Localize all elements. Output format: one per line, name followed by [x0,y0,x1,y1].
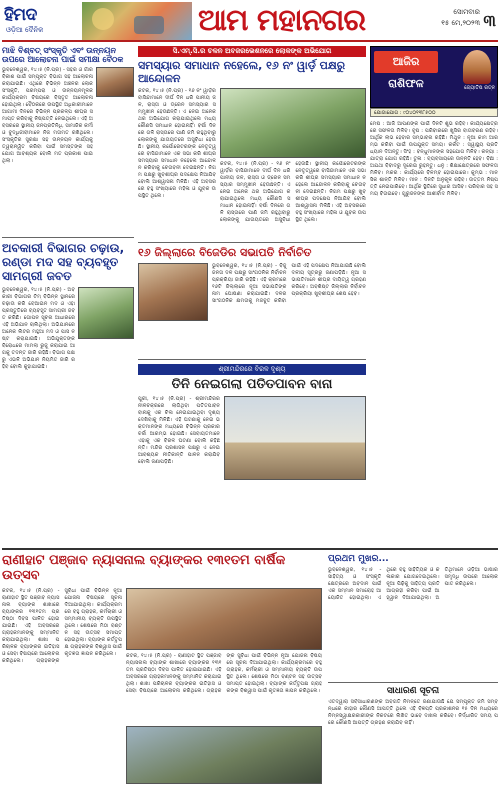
horoscope-body: ମେଷ : ଆଜି ଆପଣଙ୍କ ପାଇଁ ଦିନଟି ଶୁଭ ରହିବ। କାର୍ଯ୍ୟକ୍ଷେତ୍ରରେ ସଫଳତା ମିଳିବ। ବୃଷ : ପରିବାରରେ ଖୁସିର ବାତାବରଣ ରହିବ। ଆର୍ଥିକ ଲାଭ ହେବାର ସମ୍ଭାବନା ରହିଛି। ମିଥୁନ : ନୂଆ କାମ ଆରମ୍ଭ କରିବା ପାଇଁ ଉପଯୁକ୍ତ ସମୟ। କର୍କଟ : ସ୍ୱାସ୍ଥ୍ୟ ପ୍ରତି ଧ୍ୟାନ ଦିଅନ୍ତୁ। ସିଂହ : ବନ୍ଧୁମାନଙ୍କ ସହଯୋଗ ମିଳିବ। କନ୍ୟା : ଯାତ୍ରା ଯୋଗ ରହିଛି। ତୁଳା : ବ୍ୟବସାୟରେ ଉନ୍ନତି ହେବ। ବିଛା : ଅଯଥା ବିବାଦରୁ ଦୂରେଇ ରୁହନ୍ତୁ। ଧନୁ : ଶିକ୍ଷାକ୍ଷେତ୍ରରେ ସଫଳତା ମିଳିବ। ମକର : କାର୍ଯ୍ୟରେ ବିଳମ୍ବ ହୋଇପାରେ। କୁମ୍ଭ : ମାନସିକ ଶାନ୍ତି ମିଳିବ। ମୀନ : ଦିନଟି ଅନୁକୂଳ ରହିବ। ଉତ୍ତମ ନିଷ୍ପତ୍ତି ନେଇପାରିବେ। ଆର୍ଥିକ ସ୍ଥିତିରେ ସୁଧାର ଆସିବ। ପରିବାର ସହ ସମୟ ବିତାଇବେ। ଗୁରୁଜନଙ୍କ ଆଶୀର୍ବାଦ ମିଳିବ। [370,121,498,197]
divider [2,237,134,238]
issue-date-text: ୧୫ ମେ,୨୦୨୩ [441,19,480,27]
left-story1-photo [96,67,134,97]
masthead [2,2,498,42]
newspaper-logo: ହିମଦ [4,5,37,25]
astrologer-photo [463,50,491,84]
bottom-section [2,548,498,726]
left-story2-body: ଭୁବନେଶ୍ୱର, ୧୪।୫ (ନି.ପ୍ର) - ଅବକାରୀ ବିଭାଗର ଟିମ୍ ବିଭିନ୍ନ ସ୍ଥାନରେ ଚଢ଼ାଉ କରି ବେଆଇନ ମଦ ଓ ଏହା ପ୍ରସ୍ତୁତିରେ ବ୍ୟବହୃତ ସାମଗ୍ରୀ ଜବତ କରିଛି। ଗୋପନ ସୂଚନା ଆଧାରରେ ଏହି ଅଭିଯାନ ଚାଲିଥିଲା। ଅଭିଯାନରେ ଅନେକ ଲିଟର ମହୁଆ ମଦ ଓ ପାସ ନଷ୍ଟ କରାଯାଇଛି। ଅଭିଯୁକ୍ତଙ୍କ ବିରୋଧରେ ମାମଲା ରୁଜୁ କରାଯାଇ ଆଗକୁ ତଦନ୍ତ ଜାରି ରହିଛି। ବିଭାଗ ପକ୍ଷରୁ ଏଭଳି ଅଭିଯାନ ନିୟମିତ ଜାରି ରହିବ ବୋଲି କୁହାଯାଇଛି। [2,286,75,370]
horoscope-banner [370,46,498,108]
mid-story3-kicker: ଶ୍ରୀମନ୍ଦିରରେ ବିରଳ ଦୃଶ୍ୟ [138,364,366,375]
masthead-city-photo [82,2,192,40]
notice-headline: ସାଧାରଣ ସୂଚନା [386,686,440,697]
mid-story3-headline: ତିନି ନେଇଗଲା ପତିତପାବନ ବାନା [171,376,333,392]
left-story1-body: ଭୁବନେଶ୍ୱର, ୧୪।୫ (ନି.ପ୍ର) - ସହର ଓ ଗାଁର ବିକାଶ ପାଇଁ ସମ୍ପୃକ୍ତ ବିଭାଗ ସହ ଆଲୋଚନା କରାଯାଇଛି। ଏଥିରେ ବିଭିନ୍ନ ଅଞ୍ଚଳର ଲୋକସଂସ୍କୃତି, ପରମ୍ପରା ଓ ଉନ୍ନୟନମୂଳକ କାର୍ଯ୍ୟକ୍ରମ ବିଷୟରେ ବିସ୍ତୃତ ଆଲୋଚନା ହୋଇଥିଲା। ବୈଠକରେ ଉପସ୍ଥିତ ଅଧିକାରୀମାନେ ଆଗାମୀ ଦିନରେ ବିଭିନ୍ନ ପ୍ରକଳ୍ପ ଶୀଘ୍ର ସମାପ୍ତ କରିବାକୁ ନିଷ୍ପତ୍ତି ନେଇଥିଲେ। ଏହି ଅବସରରେ ସ୍ଥାନୀୟ ଜନପ୍ରତିନିଧି, ସାମାଜିକ କର୍ମୀ ଓ ବୁଦ୍ଧିଜୀବୀମାନେ ନିଜ ମତାମତ ରଖିଥିଲେ। ସଂସ୍କୃତିର ସୁରକ୍ଷା ସହ ଉନ୍ନୟନ କାର୍ଯ୍ୟକୁ ତ୍ୱରାନ୍ୱିତ କରିବା ପାଇଁ ସମସ୍ତଙ୍କ ସହଯୋଗ ଆବଶ୍ୟକ ବୋଲି ମତ ପ୍ରକାଶ ପାଇଥିଲା। [2,67,93,165]
mid-story3-temple-photo [224,396,366,480]
mid-story2-photo [138,263,208,321]
mid-story1-headline: ସମସ୍ୟାର ସମାଧାନ ନହେଲେ, ୧୬ ନଂ ୱାର୍ଡ଼ ପକ୍ଷରୁ ଆନ୍ଦୋଳନ [138,59,346,85]
horoscope-advert [370,46,498,118]
right-column [370,46,498,553]
mid-story1-body: କଟକ, ୧୪।୫ (ନି.ପ୍ର) - ୧୬ ନଂ ୱାର୍ଡ଼ର ବାସିନ୍ଦାମାନେ ଦୀର୍ଘ ଦିନ ଧରି ପାନୀୟ ଜଳ, ରାସ୍ତା ଓ ଡ୍ରେନ ସମସ୍ୟାର ସମ୍ମୁଖୀନ ହେଉଛନ୍ତି। ଏ ନେଇ ଅନେକ ଥର ଅଭିଯୋଗ କରାଯାଇଥିଲେ ମଧ୍ୟ କୌଣସି ସମାଧାନ ହୋଇନାହିଁ। ବର୍ଷା ଦିନରେ ଗଳି ରାସ୍ତାରେ ପାଣି ଜମି ରହୁଥିବାରୁ ଲୋକଙ୍କୁ ଯାତାୟତରେ ଅସୁବିଧା ହେଉଛି। ସ୍ଥାନୀୟ କର୍ପୋରେଟରଙ୍କ ନେତୃତ୍ୱରେ ବାସିନ୍ଦାମାନେ ଏକ ସଭା କରି ଶୀଘ୍ର ସମସ୍ୟାର ସମାଧାନ ନହେଲେ ଆନ୍ଦୋଳନ କରିବାକୁ ଚେତାବନୀ ଦେଇଛନ୍ତି। ନିଗମ ପକ୍ଷରୁ ଖୁବଶୀଘ୍ର ପଦକ୍ଷେପ ନିଆଯିବ ବୋଲି ଆଶ୍ୱାସନା ମିଳିଛି। ଏହି ଅବସରରେ ବହୁ ସଂଖ୍ୟାରେ ମହିଳା ଓ ଯୁବକ ଉପସ୍ଥିତ ଥିଲେ। [138,88,216,200]
left-story2-headline: ଅବକାରୀ ବିଭାଗର ଚଢ଼ାଉ, ରଣ୍ଡା ମଦ ସହ ବ୍ୟବହୃତ ସାମଗ୍ରୀ ଜବତ [2,241,125,283]
middle-column [138,46,366,480]
right-bottom-body: ଭୁବନେଶ୍ୱର, ୧୪।୫ - ସାହିତ୍ୟ ଓ ସଂସ୍କୃତି କ୍ଷେତ୍ରରେ ଅବଦାନ ପାଇଁ ଏକ ସମ୍ମାନ ସମାରୋହ ଆୟୋଜିତ ହୋଇଥିଲା। ଏଥିରେ ବହୁ ସାହିତ୍ୟିକ ଓ କଳାକାର ଯୋଗଦେଇଥିଲେ। ନୂଆ ପିଢ଼ିକୁ ସାହିତ୍ୟ ପ୍ରତି ଆଗ୍ରହୀ କରିବା ପାଇଁ ଆହ୍ୱାନ ଦିଆଯାଇଥିଲା। ଅତିଥିମାନେ ଓଡ଼ିଆ ଭାଷାର ସମୃଦ୍ଧି ଉପରେ ଆଲୋକପାତ କରିଥିଲେ। [328,567,498,602]
divider [138,359,366,360]
bank-story-photos [126,588,322,786]
masthead-date-block [406,2,498,40]
right-bottom-headline: ପ୍ରଥମ ମୁଖର... [328,554,389,564]
issue-day: ସୋମବାର [453,8,480,16]
astrologer-name: ଜ୍ୟୋତିଷ ରତ୍ନ [464,85,495,91]
left-story2-photo [78,287,134,339]
mid-story1-kicker: ସି.ଏମ୍.ସି.ର ଚଳନ ଅବଜରଭେଶନରେ ଲୋକଙ୍କ ଅଭିଯୋଗ [138,46,366,57]
notice-body: ଏତଦ୍ୱାରା ସର୍ବସାଧାରଣଙ୍କ ଅବଗତି ନିମନ୍ତେ ଜଣାଯାଉଛି ଯେ ସମ୍ପୃକ୍ତ ଜମି ସମ୍ବନ୍ଧରେ କାହାର କୌଣସି ଆପତ୍ତି ଥିଲେ ଏହି ବିଜ୍ଞପ୍ତି ପ୍ରକାଶନର ୧୫ ଦିନ ମଧ୍ୟରେ ନିମ୍ନସ୍ୱାକ୍ଷରକାରୀଙ୍କ ନିକଟରେ ଲିଖିତ ଭାବେ ଦାଖଲ କରିବେ। ନିର୍ଦ୍ଧାରିତ ସମୟ ପରେ କୌଣସି ଆପତ୍ତି ଗ୍ରହଣ କରାଯିବ ନାହିଁ। [328,698,498,726]
page-section-title: ଆମ ମହାନଗର [198,3,366,38]
mid-story1-photos [220,88,366,238]
mid-story1-photo-main [220,88,366,158]
mid-story2-body: ଭୁବନେଶ୍ୱର, ୧୪।୫ (ନି.ପ୍ର) - ବିଜୁ ଜନତା ଦଳ ପକ୍ଷରୁ ସାଂଗଠନିକ ନିର୍ବାଚନ ପ୍ରକ୍ରିୟା ଜାରି ରହିଛି। ଏହି କ୍ରମରେ ୧୬ଟି ଜିଲ୍ଲାରେ ନୂଆ ସଭାପତିଙ୍କ ନାମ ଘୋଷଣା କରାଯାଇଛି। ଦଳର ସାଂଗଠନିକ କ୍ଷମତାକୁ ମଜବୁତ କରିବା ପାଇଁ ଏହି ପଦକ୍ଷେପ ନିଆଯାଇଛି ବୋଲି ଦଳୀୟ ସୂତ୍ରରୁ ଜଣାପଡ଼ିଛି। ନୂଆ ସଭାପତିମାନେ ଶୀଘ୍ର ଦାୟିତ୍ୱ ଗ୍ରହଣ କରିବେ। ଅବଶିଷ୍ଟ ଜିଲ୍ଲାର ନିର୍ବାଚନ ପ୍ରକ୍ରିୟା ଖୁବଶୀଘ୍ର ଶେଷ ହେବ। [212,262,366,304]
left-column [2,46,134,477]
masthead-logo-block [2,2,82,40]
bottom-right-stories [328,554,498,783]
left-story1-headline: ମାଝି ବିଶ୍ବତ୍ ସଂସ୍କୃତି ଏବଂ ଉନ୍ନୟନ ଉପରେ ଆଲୋଚନା ପାଇଁ ସମୀକ୍ଷା ବୈଠକ [2,46,124,65]
mid-story2-headline: ୧୬ ଜିଲ୍ଲାରେ ବିଜେଡିର ସଭାପତି ନିର୍ବାଚିତ [138,246,312,260]
page-number: ୩ [483,11,496,30]
horoscope-badge: ଆଜିର ରାଶିଫଳ [374,51,438,73]
issue-date [441,7,480,29]
bank-story-photo-1 [126,588,322,650]
bank-story-headline: ରାଣୀହାଟ ପଞ୍ଜାବ ନ୍ୟାସନାଲ ବ୍ୟାଙ୍କର ୧୩୧ତମ ବାର୍ଷିକ ଉତ୍ସବ [2,553,286,583]
bottom-story [2,554,322,786]
newspaper-logo-sub: ଓଡ଼ିଆ ଦୈନିକ [6,26,44,34]
mid-story3-body: ପୁରୀ, ୧୪।୫ (ନି.ପ୍ର) - ଶ୍ରୀମନ୍ଦିରର ନୀଳଚକ୍ରରେ ଲାଗିଥିବା ପତିତପାବନ ବାନାକୁ ଏକ ଚିଲ ନେଇଯାଇଥିବା ଦୃଶ୍ୟ ଦେଖିବାକୁ ମିଳିଛି। ଏହି ଘଟଣାକୁ ନେଇ ଭକ୍ତମାନଙ୍କ ମଧ୍ୟରେ ବିଭିନ୍ନ ପ୍ରକାର ଚର୍ଚ୍ଚା ଆରମ୍ଭ ହୋଇଛି। ସେବାୟତମାନେ ଏହାକୁ ଏକ ବିରଳ ଘଟଣା ବୋଲି କହିଛନ୍ତି। ମନ୍ଦିର ପ୍ରଶାସନ ପକ୍ଷରୁ ଏ ନେଇ ଆବଶ୍ୟକ ନୀତିକାନ୍ତି ପାଳନ କରାଯିବ ବୋଲି ଜଣାପଡ଼ିଛି। [138,395,220,465]
bank-story-body-continued: କଟକ, ୧୪।୫ (ନି.ପ୍ର) - ରାଣୀହାଟ ସ୍ଥିତ ପଞ୍ଜାବ ନ୍ୟାସନାଲ ବ୍ୟାଙ୍କ ଶାଖାରେ ବ୍ୟାଙ୍କର ୧୩୧ତମ ପ୍ରତିଷ୍ଠା ଦିବସ ପାଳିତ ହୋଇଯାଇଛି। ଏହି ଅବସରରେ ଗ୍ରାହକମାନଙ୍କୁ ସମ୍ମାନିତ କରାଯାଇଥିଲା। ଶାଖା ପରିଚାଳକ ବ୍ୟାଙ୍କର ଇତିହାସ ଓ ସେବା ବିଷୟରେ ଆଲୋଚନା କରିଥିଲେ। ଗ୍ରାହକଙ୍କ ସୁବିଧା ପାଇଁ ବିଭିନ୍ନ ନୂଆ ଯୋଜନା ବିଷୟରେ ସୂଚନା ଦିଆଯାଇଥିଲା। କାର୍ଯ୍ୟକ୍ରମରେ ବହୁ ଗ୍ରାହକ, କର୍ମଚାରୀ ଓ ସମ୍ମାନୀୟ ବ୍ୟକ୍ତି ଉପସ୍ଥିତ ଥିଲେ। ଶେଷରେ ମିଠା ବଣ୍ଟନ ସହ ଉତ୍ସବ ସମାପ୍ତ ହୋଇଥିଲା। ବ୍ୟାଙ୍କ କର୍ତ୍ତୃପକ୍ଷ ଗ୍ରାହକଙ୍କ ବିଶ୍ୱାସ ପାଇଁ କୃତଜ୍ଞତା ଜ୍ଞାପନ କରିଥିଲେ। [126,652,322,694]
mid-story1-body-continued: କଟକ, ୧୪।୫ (ନି.ପ୍ର) - ୧୬ ନଂ ୱାର୍ଡ଼ର ବାସିନ୍ଦାମାନେ ଦୀର୍ଘ ଦିନ ଧରି ପାନୀୟ ଜଳ, ରାସ୍ତା ଓ ଡ୍ରେନ ସମସ୍ୟାର ସମ୍ମୁଖୀନ ହେଉଛନ୍ତି। ଏ ନେଇ ଅନେକ ଥର ଅଭିଯୋଗ କରାଯାଇଥିଲେ ମଧ୍ୟ କୌଣସି ସମାଧାନ ହୋଇନାହିଁ। ବର୍ଷା ଦିନରେ ଗଳି ରାସ୍ତାରେ ପାଣି ଜମି ରହୁଥିବାରୁ ଲୋକଙ୍କୁ ଯାତାୟତରେ ଅସୁବିଧା ହେଉଛି। ସ୍ଥାନୀୟ କର୍ପୋରେଟରଙ୍କ ନେତୃତ୍ୱରେ ବାସିନ୍ଦାମାନେ ଏକ ସଭା କରି ଶୀଘ୍ର ସମସ୍ୟାର ସମାଧାନ ନହେଲେ ଆନ୍ଦୋଳନ କରିବାକୁ ଚେତାବନୀ ଦେଇଛନ୍ତି। ନିଗମ ପକ୍ଷରୁ ଖୁବଶୀଘ୍ର ପଦକ୍ଷେପ ନିଆଯିବ ବୋଲି ଆଶ୍ୱାସନା ମିଳିଛି। ଏହି ଅବସରରେ ବହୁ ସଂଖ୍ୟାରେ ମହିଳା ଓ ଯୁବକ ଉପସ୍ଥିତ ଥିଲେ। [220,161,366,224]
horoscope-contact: ଯୋଗାଯୋଗ : ୯୦୪୦୧୩୮୫୦୦ [370,108,498,117]
bank-story-photo-2 [126,726,322,784]
bank-story-body: କଟକ, ୧୪।୫ (ନି.ପ୍ର) - ରାଣୀହାଟ ସ୍ଥିତ ପଞ୍ଜାବ ନ୍ୟାସନାଲ ବ୍ୟାଙ୍କ ଶାଖାରେ ବ୍ୟାଙ୍କର ୧୩୧ତମ ପ୍ରତିଷ୍ଠା ଦିବସ ପାଳିତ ହୋଇଯାଇଛି। ଏହି ଅବସରରେ ଗ୍ରାହକମାନଙ୍କୁ ସମ୍ମାନିତ କରାଯାଇଥିଲା। ଶାଖା ପରିଚାଳକ ବ୍ୟାଙ୍କର ଇତିହାସ ଓ ସେବା ବିଷୟରେ ଆଲୋଚନା କରିଥିଲେ। ଗ୍ରାହକଙ୍କ ସୁବିଧା ପାଇଁ ବିଭିନ୍ନ ନୂଆ ଯୋଜନା ବିଷୟରେ ସୂଚନା ଦିଆଯାଇଥିଲା। କାର୍ଯ୍ୟକ୍ରମରେ ବହୁ ଗ୍ରାହକ, କର୍ମଚାରୀ ଓ ସମ୍ମାନୀୟ ବ୍ୟକ୍ତି ଉପସ୍ଥିତ ଥିଲେ। ଶେଷରେ ମିଠା ବଣ୍ଟନ ସହ ଉତ୍ସବ ସମାପ୍ତ ହୋଇଥିଲା। ବ୍ୟାଙ୍କ କର୍ତ୍ତୃପକ୍ଷ ଗ୍ରାହକଙ୍କ ବିଶ୍ୱାସ ପାଇଁ କୃତଜ୍ଞତା ଜ୍ଞାପନ କରିଥିଲେ। [2,587,122,664]
divider [328,682,498,683]
divider [138,242,366,243]
